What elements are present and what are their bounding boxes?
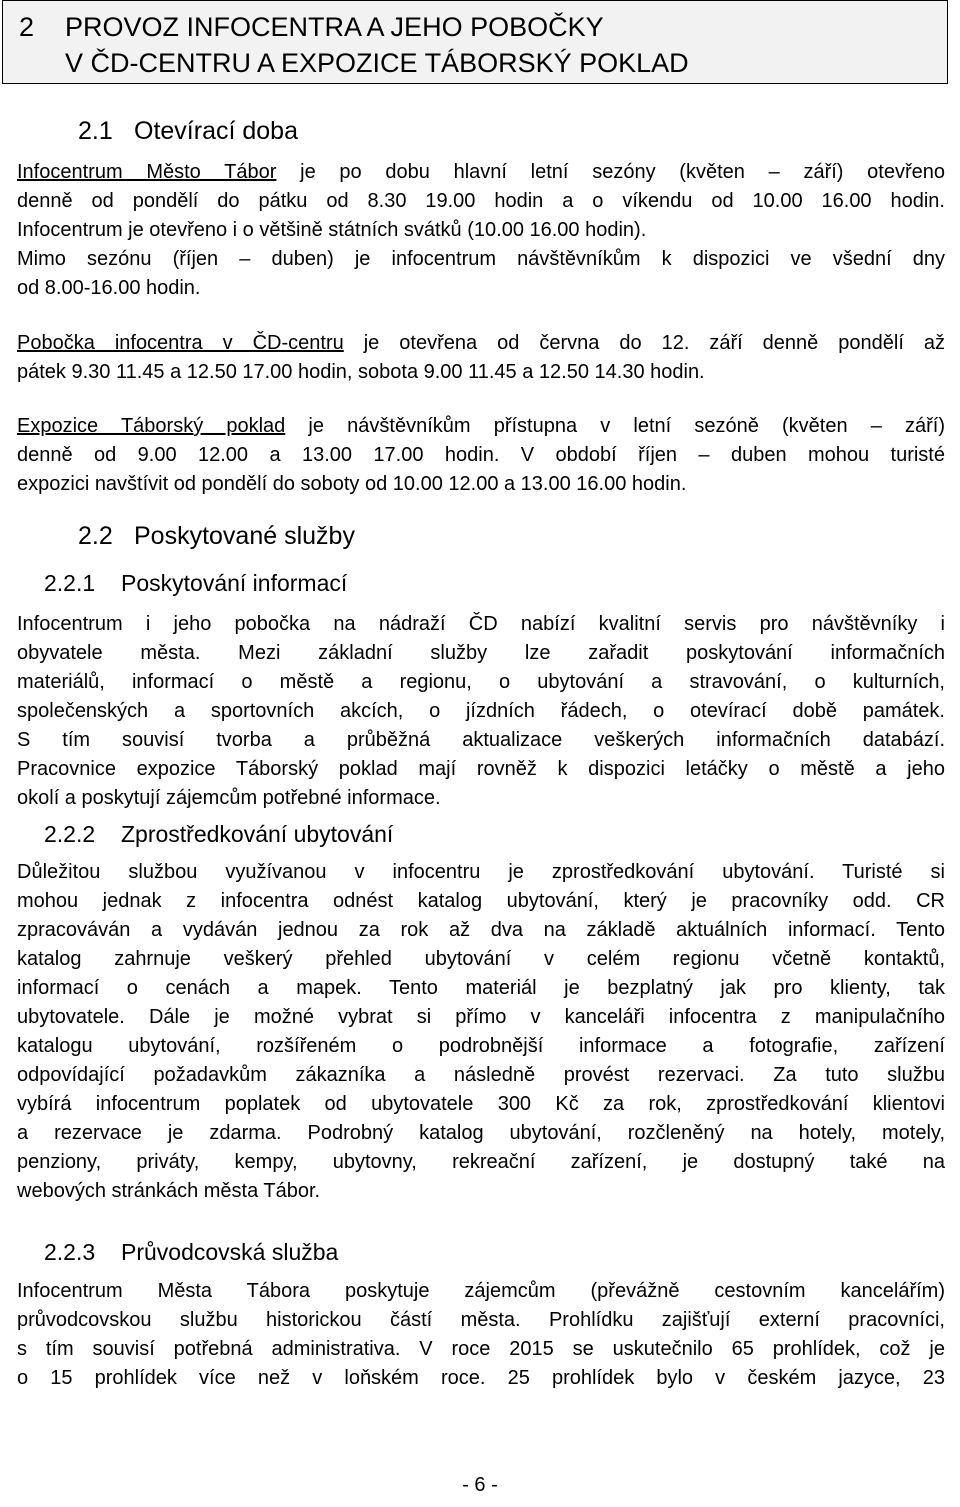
section-number: 2.2 xyxy=(78,522,113,550)
subsection-title: Průvodcovská služba xyxy=(121,1239,339,1265)
accommodation-paragraph: Důležitou službou využívanou v infocentru je zprostředkování ubytování. Turisté si mohou jednak z infocentra odnést katalog ubytování, který je pracovníky odd. CR zpracováván a vydáván jednou za rok až dva na základě aktuálních informací. Tento katalog zahrnuje veškerý přehled ubytování v celém regionu včetně kontaktů, informací o cenách a mapek. Tento materiál je bezplatný jak pro klienty, tak ubytovatele. Dále je možné vybrat si přímo v kanceláři infocentra z manipulačního katalogu ubytování, rozšířeném o podrobnější informace a fotografie, zařízení odpovídající požadavkům zákazníka a následně provést rezervaci. Za tuto službu vybírá infocentrum poplatek od ubytovatele 300 Kč za rok, zprostředkování klientovi a rezervace je zdarma. Podrobný katalog ubytování, rozčleněný na hotely, motely, penziony, priváty, kempy, ubytovny, rekreační zařízení, je dostupný také na webových stránkách města Tábor. xyxy=(17,861,945,1202)
subsection-number: 2.2.1 xyxy=(44,570,96,596)
page-number: - 6 - xyxy=(462,1474,498,1496)
opening-hours-paragraph: Infocentrum Město Tábor je po dobu hlavní letní sezóny (květen – září) otevřeno denně od pondělí do pátku od 8.30 19.00 hodin a o víkendu od 10.00 16.00 hodin. Infocentrum je otevřeno i o většině státních svátků (10.00 16.00 hodin). Mimo sezónu (říjen – duben) je infocentrum návštěvníkům k dispozici ve všední dny od 8.00-16.00 hodin. xyxy=(17,161,945,299)
chapter-title-line-2: V ČD-CENTRU A EXPOZICE TÁBORSKÝ POKLAD xyxy=(65,48,689,78)
subsection-title: Zprostředkování ubytování xyxy=(121,821,394,847)
branch-hours-paragraph: Pobočka infocentra v ČD-centru je otevřena od června do 12. září denně pondělí až pátek 9.30 11.45 a 12.50 17.00 hodin, sobota 9.00 11.45 a 12.50 14.30 hodin. xyxy=(17,332,945,383)
subsection-title: Poskytování informací xyxy=(121,570,348,596)
subsection-number: 2.2.2 xyxy=(44,821,96,847)
subsection-number: 2.2.3 xyxy=(44,1239,96,1265)
guide-service-paragraph: Infocentrum Města Tábora poskytuje zájemcům (převážně cestovním kancelářím) průvodcovskou službu historickou částí města. Prohlídku zajišťují externí pracovníci, s tím souvisí potřebná administrativa. V roce 2015 se uskutečnilo 65 prohlídek, což je o 15 prohlídek více než v loňském roce. 25 prohlídek bylo v českém jazyce, 23 xyxy=(17,1280,945,1389)
chapter-title-line-1: PROVOZ INFOCENTRA A JEHO POBOČKY xyxy=(65,12,604,42)
information-paragraph: Infocentrum i jeho pobočka na nádraží ČD nabízí kvalitní servis pro návštěvníky i obyvatele města. Mezi základní služby lze zařadit poskytování informačních materiálů, informací o městě a regionu, o ubytování a stravování, o kulturních, společenských a sportovních akcích, o jízdních řádech, o otevírací době památek. S tím souvisí tvorba a průběžná aktualizace veškerých informačních databází. Pracovnice expozice Táborský poklad mají rovněž k dispozici letáčky o městě a jeho okolí a poskytují zájemcům potřebné informace. xyxy=(17,613,945,809)
section-title: Poskytované služby xyxy=(134,522,355,550)
exhibition-hours-paragraph: Expozice Táborský poklad je návštěvníkům přístupna v letní sezóně (květen – září) denně od 9.00 12.00 a 13.00 17.00 hodin. V období říjen – duben mohou turisté expozici navštívit od pondělí do soboty od 10.00 12.00 a 13.00 16.00 hodin. xyxy=(17,415,945,495)
section-number: 2.1 xyxy=(78,117,113,145)
branch-link: Pobočka infocentra v ČD-centru xyxy=(17,332,344,354)
infocentrum-link: Infocentrum Město Tábor xyxy=(17,161,277,183)
chapter-heading-box xyxy=(2,0,948,84)
section-title: Otevírací doba xyxy=(134,117,298,145)
exhibition-link: Expozice Táborský poklad xyxy=(17,415,286,437)
chapter-number: 2 xyxy=(19,12,35,42)
